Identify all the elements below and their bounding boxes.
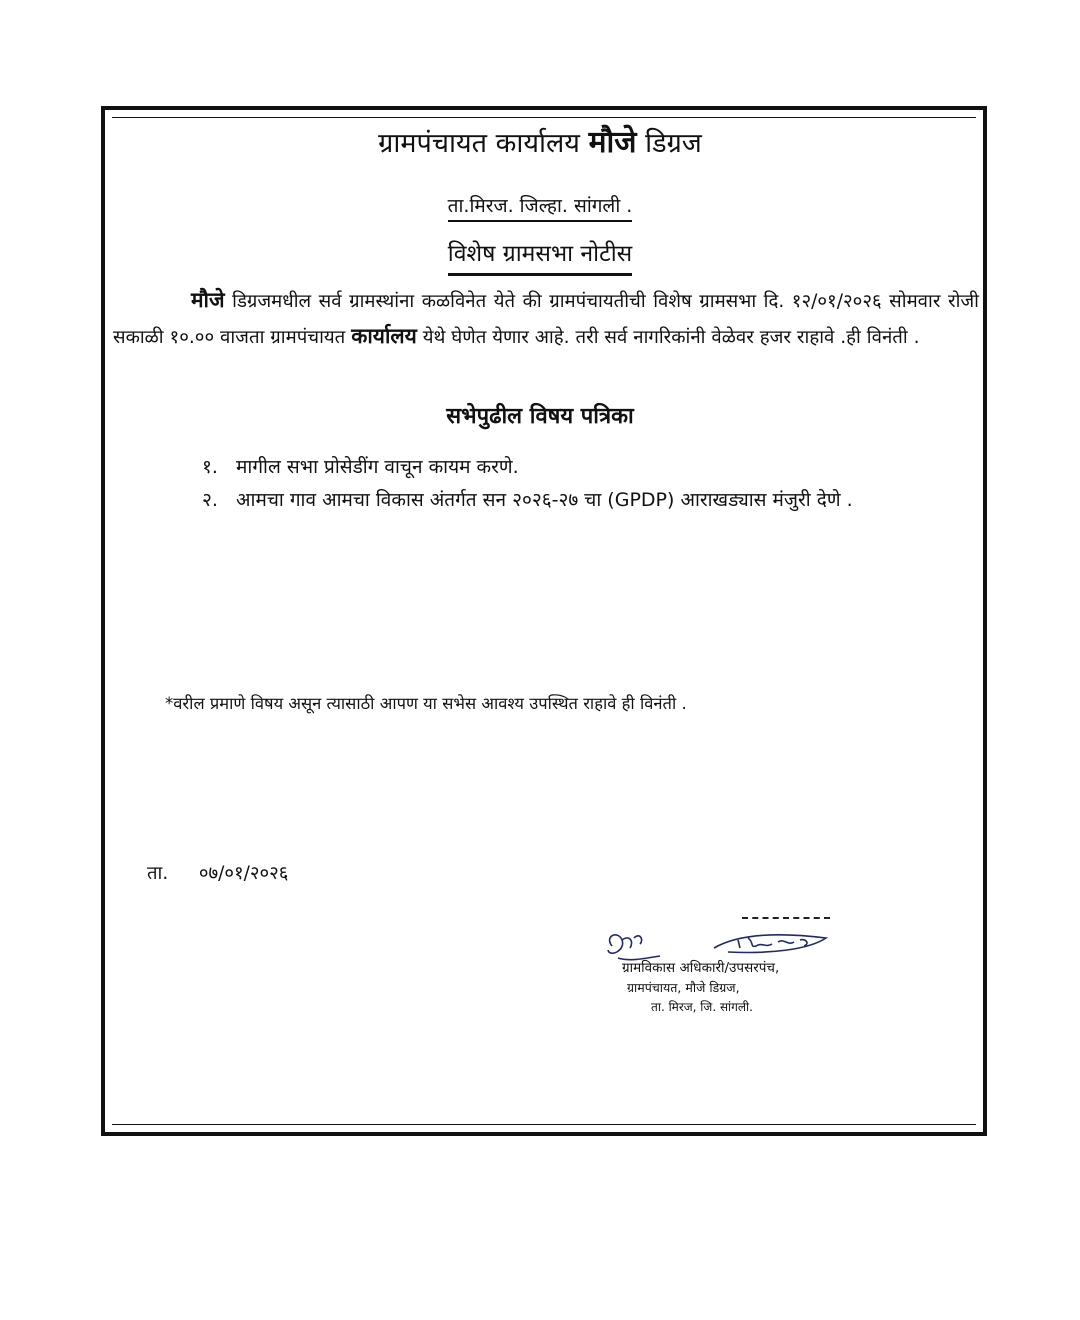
notice-heading — [0, 236, 1080, 268]
signature-location: ता. मिरज, जि. सांगली. — [651, 1000, 753, 1014]
body-text-part1: डिग्रजमधील सर्व ग्रामस्थांना कळविनेत येते की ग्रामपंचायतीची विशेष ग्रामसभा दि. १२/०१/२०२६ सोमवार रोजी सकाळी १०.०० वाजता ग्रामपंचायत — [113, 291, 979, 348]
agenda-item-number: १. — [202, 456, 218, 478]
office-title-prefix: ग्रामपंचायत कार्यालय — [378, 128, 580, 159]
agenda-item-text: मागील सभा प्रोसेडींग वाचून कायम करणे. — [236, 456, 519, 478]
agenda-item-text: आमचा गाव आमचा विकास अंतर्गत सन २०२६-२७ चा (GPDP) आराखड्यास मंजुरी देणे . — [236, 489, 853, 511]
office-title-bold: मौजे — [588, 125, 637, 160]
body-lead-bold: मौजे — [191, 288, 225, 312]
notice-date — [147, 860, 288, 885]
closing-note: *वरील प्रमाणे विषय असून त्यासाठी आपण या सभेस आवश्य उपस्थित राहावे ही विनंती . — [165, 694, 687, 713]
location-line — [0, 192, 1080, 218]
notice-heading-text: विशेष ग्रामसभा नोटीस — [448, 241, 632, 276]
signature-office: ग्रामपंचायत, मौजे डिग्रज, — [627, 980, 740, 995]
location-text: ता.मिरज. जिल्हा. सांगली . — [448, 195, 633, 222]
agenda-item-2 — [202, 486, 853, 512]
agenda-item-1 — [202, 453, 519, 479]
signature-designation: ग्रामविकास अधिकारी/उपसरपंच, — [622, 960, 780, 976]
body-office-bold: कार्यालय — [351, 324, 417, 348]
agenda-heading: सभेपुढील विषय पत्रिका — [446, 404, 634, 429]
date-label: ता. — [147, 863, 169, 884]
seal-dashed-line — [742, 917, 830, 920]
office-title — [0, 120, 1080, 161]
agenda-item-number: २. — [202, 489, 218, 511]
body-text-part2: येथे घेणेत येणार आहे. तरी सर्व नागरिकांनी वेळेवर हजर राहावे .ही विनंती . — [416, 327, 920, 348]
office-title-village: डिग्रज — [645, 128, 702, 159]
notice-body — [113, 283, 979, 355]
date-value: ०७/०१/२०२६ — [198, 863, 289, 884]
signature-mark-right — [708, 928, 832, 958]
